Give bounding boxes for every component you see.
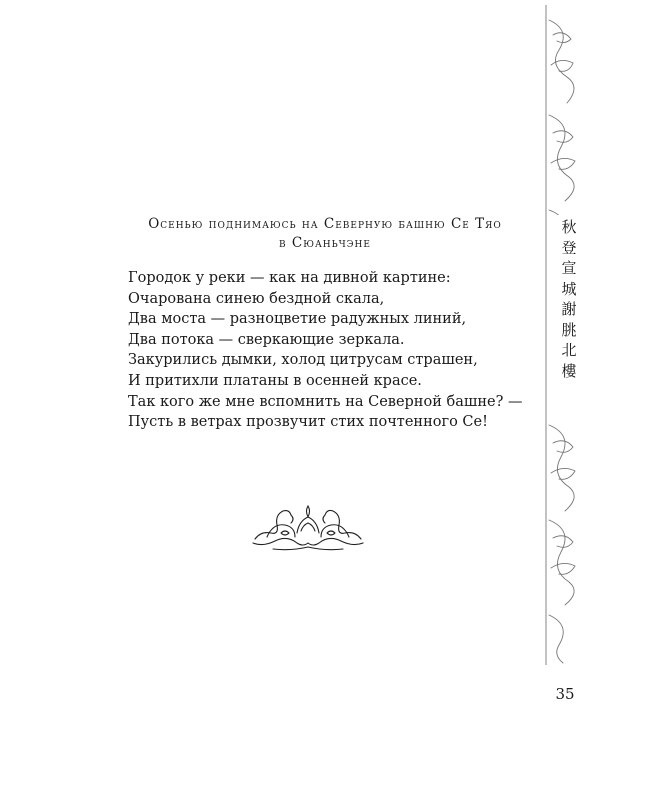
chinese-character: 北 <box>561 341 577 359</box>
page-number: 35 <box>555 685 575 703</box>
poem-line: Закурились дымки, холод цитрусам страшен, <box>128 352 478 369</box>
poem-text <box>128 268 522 433</box>
poem-title-line-2: в Сюаньчэне <box>279 235 371 251</box>
chinese-character: 樓 <box>561 361 577 380</box>
poem-line: И притихли платаны в осенней красе. <box>128 372 422 389</box>
chinese-character: 宣 <box>561 259 577 277</box>
poem-line: Пусть в ветрах прозвучит стих почтенного Се! <box>128 414 488 431</box>
chinese-character: 城 <box>561 279 577 298</box>
chinese-character: 登 <box>561 238 577 257</box>
poem-line: Городок у реки — как на дивной картине: <box>128 270 451 286</box>
chinese-character: 秋 <box>561 218 577 236</box>
poem-title-line-1: Осенью поднимаюсь на Северную башню Се Тяо <box>148 216 502 232</box>
vertical-chinese-title <box>557 215 581 383</box>
chinese-character: 朓 <box>561 320 577 339</box>
poem-line: Так кого же мне вспомнить на Северной башне? — <box>128 393 523 410</box>
poem-line: Два потока — сверкающие зеркала. <box>128 331 405 348</box>
poem-line: Очарована синею бездной скала, <box>128 290 385 307</box>
floral-ornament-icon <box>251 503 365 553</box>
poem-line: Два моста — разноцветие радужных линий, <box>128 311 467 328</box>
chinese-character: 謝 <box>561 300 577 318</box>
